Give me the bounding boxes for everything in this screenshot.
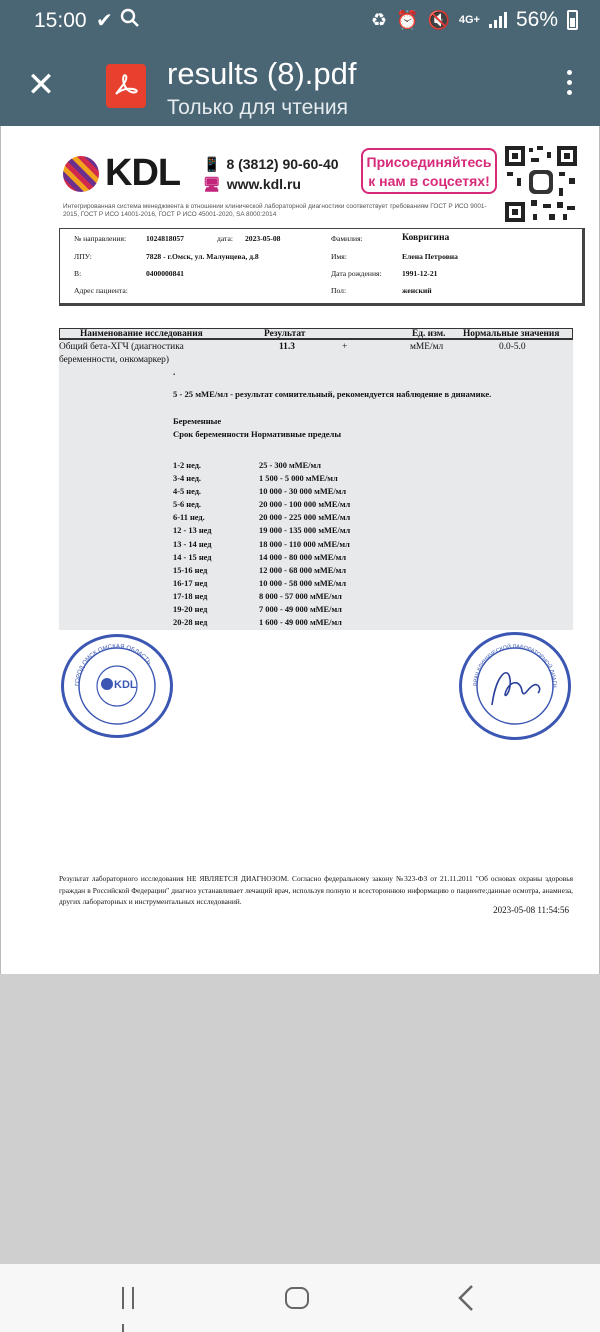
date-value: 2023-05-08 xyxy=(245,234,281,243)
ref-term: 13 - 14 нед xyxy=(173,539,212,549)
normal-range: 0.0-5.0 xyxy=(499,342,526,352)
ref-term: 20-28 нед xyxy=(173,618,208,628)
lpu-label: ЛПУ: xyxy=(74,252,92,261)
ref-term: 4-5 нед. xyxy=(173,487,202,497)
mute-icon: 🔇 xyxy=(427,9,450,30)
result-flag: + xyxy=(342,342,348,352)
col-normal: Нормальные значения xyxy=(463,329,560,339)
iso-certification: Интегрированная система менеджмента в отношении клинической лабораторной диагностики соответствует требованиям ГОСТ Р ИСО 9001-2015, ГОСТ Р ИСО 14001-2016, ГОСТ Р ИСО 45001-2020, SA 8000:2014 xyxy=(63,203,487,218)
ref-term: 5-6 нед. xyxy=(173,500,202,510)
monitor-icon: 🖥 xyxy=(203,176,221,192)
ref-term: 3-4 нед. xyxy=(173,474,202,484)
ref-range: 20 000 - 225 000 мМЕ/мл xyxy=(259,513,351,523)
document-subtitle: Только для чтения xyxy=(167,96,348,119)
signature xyxy=(492,673,540,705)
website: www.kdl.ru xyxy=(226,176,301,192)
test-name-line2: беременности, онкомаркер) xyxy=(59,355,169,365)
table-header xyxy=(59,328,573,340)
social-banner xyxy=(361,148,497,194)
lpu-value: 7828 - г.Омск, ул. Малунцева, д.8 xyxy=(146,252,259,261)
report-timestamp: 2023-05-08 11:54:56 xyxy=(493,905,569,915)
address-label: Адрес пациента: xyxy=(74,286,128,295)
date-label: дата: xyxy=(217,234,233,243)
test-name-line1: Общий бета-ХГЧ (диагностика xyxy=(59,342,184,352)
referral-value: 1024818057 xyxy=(146,234,184,243)
pdf-icon xyxy=(106,64,146,108)
surname-value: Ковригина xyxy=(402,232,450,243)
network-type: 4G+ xyxy=(458,14,480,26)
ref-range: 7 000 - 49 000 мМЕ/мл xyxy=(259,605,342,615)
back-icon[interactable] xyxy=(456,1282,480,1314)
ref-range: 19 000 - 135 000 мМЕ/мл xyxy=(259,526,351,536)
ref-row xyxy=(173,603,350,616)
ref-row xyxy=(173,577,350,590)
dob-value: 1991-12-21 xyxy=(402,269,438,278)
document-title: results (8).pdf xyxy=(167,56,357,91)
recent-apps-icon[interactable] xyxy=(118,1282,146,1314)
ref-term: 16-17 нед xyxy=(173,578,208,588)
reference-notes xyxy=(173,388,491,441)
kdl-logo-icon xyxy=(63,156,99,192)
signal-icon xyxy=(489,12,507,28)
lab-stamp xyxy=(61,634,173,738)
ref-term: 12 - 13 нед xyxy=(173,526,212,536)
ref-row xyxy=(173,564,350,577)
close-icon[interactable]: ✕ xyxy=(26,66,56,104)
status-bar xyxy=(0,0,600,44)
ref-row xyxy=(173,498,350,511)
ref-range: 1 500 - 5 000 мМЕ/мл xyxy=(259,474,338,484)
ref-term: 19-20 нед xyxy=(173,605,208,615)
results-table xyxy=(59,328,573,630)
ref-range: 1 600 - 49 000 мМЕ/мл xyxy=(259,618,342,628)
stamp-right-text: ВРАЧ КЛИНИЧЕСКОЙ ЛАБОРАТОРНОЙ ДИАГН xyxy=(472,643,558,688)
recycle-icon: ♻ xyxy=(370,9,388,30)
ref-row xyxy=(173,459,350,472)
sex-value: женский xyxy=(402,286,432,295)
social-line1: Присоединяйтесь xyxy=(366,154,492,170)
ref-row xyxy=(173,524,350,537)
referral-label: № направления: xyxy=(74,234,127,243)
home-icon[interactable] xyxy=(285,1282,313,1314)
kdl-logo xyxy=(63,152,180,195)
name-value: Елена Петровна xyxy=(402,252,458,261)
result-unit: мМЕ/мл xyxy=(410,342,444,352)
ref-range: 12 000 - 68 000 мМЕ/мл xyxy=(259,565,347,575)
ref-row xyxy=(173,538,350,551)
logo-text: KDL xyxy=(105,152,181,194)
v-label: В: xyxy=(74,269,82,278)
social-line2: к нам в соцсетях! xyxy=(368,173,490,189)
ref-row xyxy=(173,511,350,524)
ref-range: 10 000 - 30 000 мМЕ/мл xyxy=(259,487,347,497)
pregnant-label: Беременные xyxy=(173,416,222,426)
sex-label: Пол: xyxy=(331,286,347,295)
col-unit: Ед. изм. xyxy=(412,329,446,339)
stamp-logo-text: KDL xyxy=(114,679,137,691)
col-result: Результат xyxy=(264,329,306,339)
ref-range: 14 000 - 80 000 мМЕ/мл xyxy=(259,552,347,562)
ref-range: 25 - 300 мМЕ/мл xyxy=(259,461,321,470)
ref-range: 8 000 - 57 000 мМЕ/мл xyxy=(259,591,342,601)
ref-row xyxy=(173,472,350,485)
ref-row xyxy=(173,551,350,564)
name-label: Имя: xyxy=(331,252,347,261)
v-value: 0400000841 xyxy=(146,269,184,278)
phone-number: 8 (3812) 90-60-40 xyxy=(226,156,339,172)
patient-info-box xyxy=(59,228,585,306)
battery-icon xyxy=(567,10,578,30)
ref-row xyxy=(173,485,350,498)
qr-code-icon xyxy=(503,144,579,224)
doctor-stamp xyxy=(459,632,571,740)
more-vert-icon[interactable] xyxy=(564,70,574,100)
ref-row xyxy=(173,590,350,603)
ref-term: 6-11 нед. xyxy=(173,513,205,523)
navigation-bar xyxy=(0,1264,600,1332)
ref-range: 10 000 - 58 000 мМЕ/мл xyxy=(259,578,347,588)
stamp-left-text: ГОРОД ОМСК ОМСКАЯ ОБЛАСТЬ xyxy=(74,643,152,687)
app-bar xyxy=(0,44,600,126)
ref-range: 20 000 - 100 000 мМЕ/мл xyxy=(259,500,351,510)
ref-term: 1-2 нед. xyxy=(173,461,202,470)
contact-block xyxy=(203,154,339,194)
note-doubtful: 5 - 25 мМЕ/мл - результат сомнительный, рекомендуется наблюдение в динамике. xyxy=(173,389,492,399)
ref-row xyxy=(173,616,350,629)
battery-percent: 56% xyxy=(515,8,558,31)
status-time: 15:00 xyxy=(34,9,87,32)
search-icon xyxy=(120,8,140,34)
ref-table-header: Срок беременности Нормативные пределы xyxy=(173,429,342,439)
check-icon: ✔ xyxy=(96,10,113,32)
ref-term: 14 - 15 нед xyxy=(173,552,212,562)
ref-term: 15-16 нед xyxy=(173,565,208,575)
phone-icon: 📱 xyxy=(203,156,221,172)
alarm-icon: ⏰ xyxy=(396,9,419,30)
reference-table xyxy=(173,459,350,629)
ref-range: 18 000 - 110 000 мМЕ/мл xyxy=(259,539,350,549)
footer-disclaimer: Результат лабораторного исследования НЕ ЯВЛЯЕТСЯ ДИАГНОЗОМ. Согласно федеральному закону №323-ФЗ от 21.11.2011 "Об основах охраны здоровья граждан в Российской Федерации" диагноз устанавливает лечащий врач, используя полную и всестороннюю информацию о пациенте:данные осмотра, анамнеза, других лабораторных и инструментальных исследований. xyxy=(59,874,573,907)
dob-label: Дата рождения: xyxy=(331,269,382,278)
col-test-name: Наименование исследования xyxy=(80,329,203,339)
pdf-page[interactable] xyxy=(0,126,600,974)
surname-label: Фамилия: xyxy=(331,234,363,243)
result-value: 11.3 xyxy=(279,342,295,352)
dot: . xyxy=(173,368,176,378)
ref-term: 17-18 нед xyxy=(173,591,208,601)
